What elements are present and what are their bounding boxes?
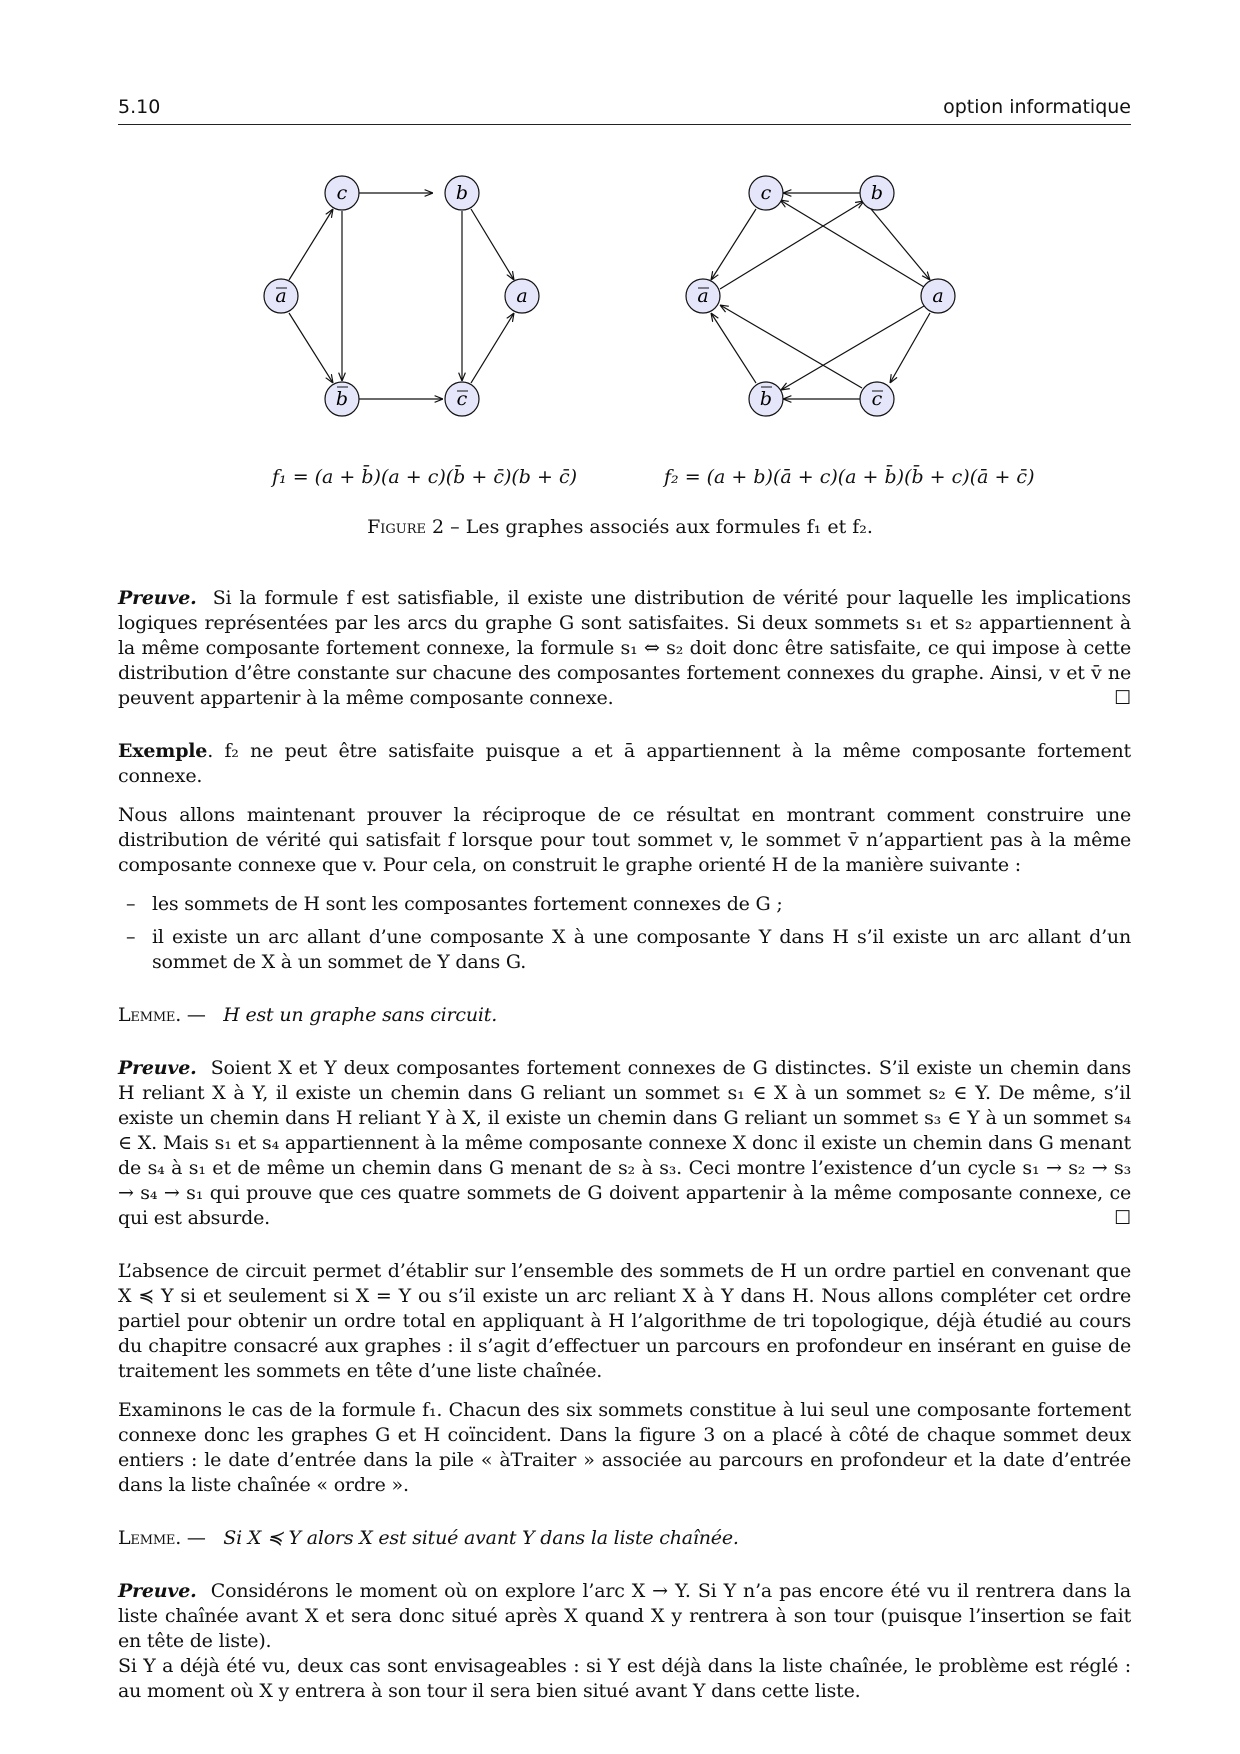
lemme-sep-2: . — bbox=[175, 1527, 206, 1549]
g2-node-abar-label: a bbox=[697, 285, 709, 307]
preuve-label-2: Preuve. bbox=[118, 1057, 197, 1079]
qed-box-1: ☐ bbox=[1114, 687, 1131, 709]
graph2-edges bbox=[711, 193, 930, 399]
lemme-label-2: Lemme bbox=[118, 1527, 176, 1549]
figure-caption-text: – Les graphes associés aux formules f₁ et f₂. bbox=[444, 516, 873, 538]
figure-caption-label: Figure 2 bbox=[367, 516, 445, 538]
paragraph-exemple-f1: Examinons le cas de la formule f₁. Chacun des six sommets constitue à lui seul une composante fortement connexe donc les graphes G et H coïncident. Dans la figure 3 on a placé à côté de chaque sommet deux entiers : le date d’entrée dans la pile « àTraiter » associée au parcours en profondeur et la date d’entrée dans la liste chaînée « ordre ». bbox=[118, 1399, 1131, 1496]
edge2-bbar-abar bbox=[711, 313, 756, 383]
edge2-cbar-abar bbox=[720, 305, 862, 388]
edge2-abar-b bbox=[720, 201, 864, 289]
preuve-label-3: Preuve. bbox=[118, 1580, 197, 1602]
g2-node-b bbox=[860, 176, 894, 210]
g2-node-bbar bbox=[749, 382, 783, 416]
paragraph-preuve-3 bbox=[118, 1579, 1131, 1654]
edge2-a-cbar bbox=[890, 313, 930, 383]
figure-caption bbox=[0, 516, 1240, 538]
paragraph-preuve-1 bbox=[118, 586, 1131, 711]
edge2-b-a bbox=[871, 209, 930, 280]
g2-node-a bbox=[921, 279, 955, 313]
graph1-edges bbox=[289, 193, 514, 399]
edge-cbar-a bbox=[471, 313, 514, 383]
lemme-1-statement: H est un graphe sans circuit. bbox=[223, 1004, 498, 1026]
g1-node-abar bbox=[264, 279, 298, 313]
exemple-label: Exemple bbox=[118, 740, 208, 762]
preuve-1-text: Si la formule f est satisfiable, il existe une distribution de vérité pour laquelle les implications logiques représentées par les arcs du graphe G sont satisfaites. Si deux sommets s₁ et s₂ appartiennent à la même composante fortement connexe, la formule s₁ ⇔ s₂ doit donc être satisfaite, ce qui impose à cette distribution d’être constante sur chacune des composantes fortement connexes du graphe. Ainsi, v et v̄ ne peuvent appartenir à la même composante connexe. bbox=[118, 587, 1131, 709]
g1-node-bbar-label: b bbox=[335, 388, 349, 410]
paragraph-preuve-2 bbox=[118, 1056, 1131, 1231]
edge2-c-abar bbox=[711, 209, 756, 280]
g2-node-cbar-label: c bbox=[871, 388, 883, 410]
lemme-2-statement: Si X ≼ Y alors X est situé avant Y dans la liste chaînée. bbox=[223, 1527, 739, 1549]
definition-list bbox=[118, 892, 1131, 975]
formula-f1: f₁ = (a + b̄)(a + c)(b̄ + c̄)(b + c̄) bbox=[272, 466, 578, 488]
g1-node-cbar bbox=[445, 382, 479, 416]
running-title: option informatique bbox=[943, 96, 1131, 118]
figure-graphs bbox=[0, 0, 1240, 520]
section-number: 5.10 bbox=[118, 96, 161, 118]
preuve-label-1: Preuve. bbox=[118, 587, 197, 609]
edge2-a-c bbox=[780, 200, 924, 287]
paragraph-ordre-partiel: L’absence de circuit permet d’établir sur l’ensemble des sommets de H un ordre partiel en convenant que X ≼ Y si et seulement si X = Y ou s’il existe un arc reliant X à Y dans H. Nous allons compléter cet ordre partiel pour obtenir un ordre total en appliquant à H l’algorithme de tri topologique, déjà étudié au cours du chapitre consacré aux graphes : il s’agit d’effectuer un parcours en profondeur en insérant en guise de traitement les sommets en tête d’une liste chaînée. bbox=[118, 1260, 1131, 1382]
g2-node-bbar-label: b bbox=[759, 388, 773, 410]
lemme-sep-1: . — bbox=[175, 1004, 206, 1026]
paragraph-reciproque: Nous allons maintenant prouver la réciproque de ce résultat en montrant comment construire une distribution de vérité qui satisfait f lorsque pour tout sommet v, le sommet v̄ n’appartient pas à la même composante connexe que v. Pour cela, on construit le graphe orienté H de la manière suivante : bbox=[118, 804, 1131, 876]
lemme-2 bbox=[118, 1526, 1131, 1551]
g1-node-c-label: c bbox=[336, 182, 348, 204]
g2-node-a-label: a bbox=[932, 285, 944, 307]
list-item: – il existe un arc allant d’une composante X à une composante Y dans H s’il existe un arc allant d’un sommet de X à un sommet de Y dans G. bbox=[118, 925, 1131, 975]
g1-node-abar-label: a bbox=[275, 285, 287, 307]
g1-node-a-label: a bbox=[516, 285, 528, 307]
g1-node-c bbox=[325, 176, 359, 210]
g2-node-c bbox=[749, 176, 783, 210]
preuve-2-text: Soient X et Y deux composantes fortement connexes de G distinctes. S’il existe un chemin dans H reliant X à Y, il existe un chemin dans G reliant un sommet s₁ ∈ X à un sommet s₂ ∈ Y. De même, s’il existe un chemin dans H reliant Y à X, il existe un chemin dans G reliant un sommet s₃ ∈ Y à un sommet s₄ ∈ X. Mais s₁ et s₄ appartiennent à la même composante connexe X donc il existe un chemin dans G menant de s₄ à s₁ et de même un chemin dans G menant de s₂ à s₃. Ceci montre l’existence d’un cycle s₁ → s₂ → s₃ → s₄ → s₁ qui prouve que ces quatre sommets de G doivent appartenir à la même composante connexe, ce qui est absurde. bbox=[118, 1057, 1131, 1229]
g1-node-b-label: b bbox=[455, 182, 469, 204]
edge-b-a bbox=[471, 209, 514, 280]
g2-node-b-label: b bbox=[870, 182, 884, 204]
edge-abar-bbar bbox=[289, 313, 333, 383]
g1-node-bbar bbox=[325, 382, 359, 416]
preuve-3-text: Considérons le moment où on explore l’arc X → Y. Si Y n’a pas encore été vu il rentrera dans la liste chaînée avant X et sera donc situé après X quand X y rentrera à son tour (puisque l’insertion se fait en tête de liste). bbox=[118, 1580, 1132, 1652]
g1-node-b bbox=[445, 176, 479, 210]
paragraph-exemple bbox=[118, 739, 1131, 789]
lemme-1 bbox=[118, 1003, 1131, 1028]
g2-node-abar bbox=[686, 279, 720, 313]
lemme-label-1: Lemme bbox=[118, 1004, 176, 1026]
g1-node-cbar-label: c bbox=[456, 388, 468, 410]
g2-node-c-label: c bbox=[760, 182, 772, 204]
g1-node-a bbox=[505, 279, 539, 313]
main-text bbox=[118, 586, 1131, 1718]
paragraph-preuve-3-cont: Si Y a déjà été vu, deux cas sont envisageables : si Y est déjà dans la liste chaînée, le problème est réglé : au moment où X y entrera à son tour il sera bien situé avant Y dans cette liste. bbox=[118, 1655, 1131, 1702]
edge-abar-c bbox=[289, 209, 333, 280]
exemple-text: . f₂ ne peut être satisfaite puisque a et ā appartiennent à la même composante fortement connexe. bbox=[118, 740, 1131, 787]
formula-f2: f₂ = (a + b)(ā + c)(a + b̄)(b̄ + c)(ā + c̄) bbox=[664, 466, 1035, 488]
edge2-a-bbar bbox=[781, 306, 924, 390]
list-item: – les sommets de H sont les composantes fortement connexes de G ; bbox=[118, 892, 1131, 917]
qed-box-2: ☐ bbox=[1114, 1207, 1131, 1229]
g2-node-cbar bbox=[860, 382, 894, 416]
